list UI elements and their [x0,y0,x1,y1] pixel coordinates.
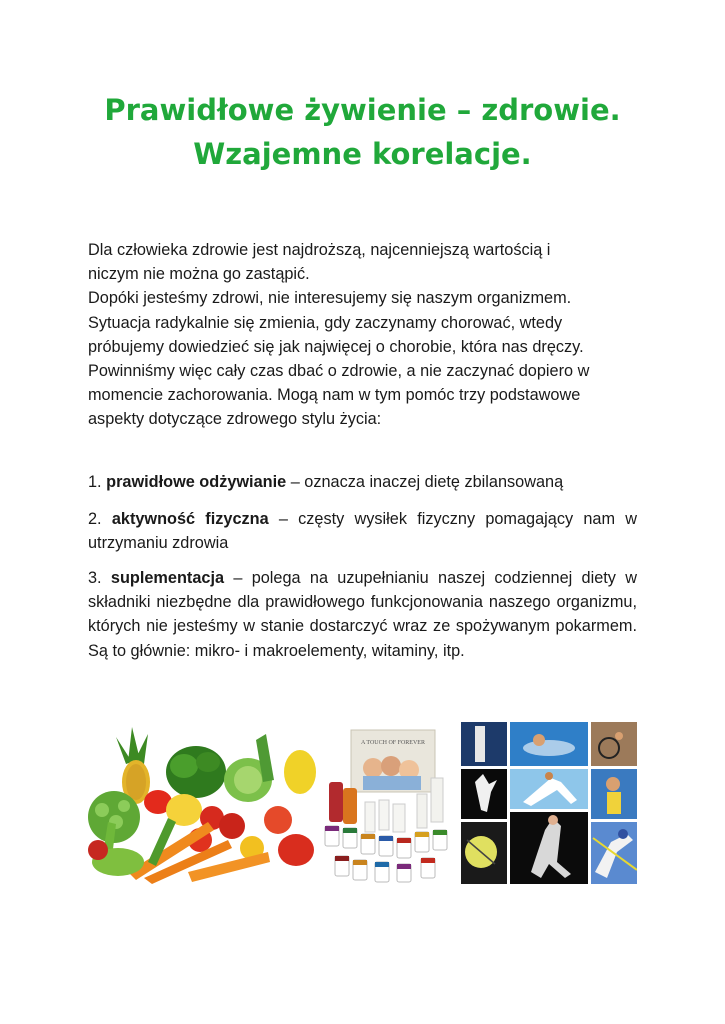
intro-line: Dopóki jesteśmy zdrowi, nie interesujemy się naszym organizmem. [88,289,572,308]
title-line-1: Prawidłowe żywienie – zdrowie. [104,93,621,127]
intro-line: Powinniśmy więc cały czas dbać o zdrowie, a nie zaczynać dopiero w [88,362,590,381]
intro-line: aspekty dotyczące zdrowego stylu życia: [88,410,382,429]
list-term: prawidłowe odżywianie [106,473,287,491]
list-description: – polega na uzupełnianiu naszej codziennej diety w składniki niezbędne dla prawidłowego funkcjonowania naszego organizmu, których nie jesteśmy w stanie dostarczyć wraz ze spożywanym pokarmem. Są to głównie: mikro- i makroelementy, witaminy, itp. [88,569,637,660]
intro-line: momencie zachorowania. Mogą nam w tym pomóc trzy podstawowe [88,386,581,405]
list-description: – częsty wysiłek fizyczny pomagający nam w utrzymaniu zdrowia [88,510,637,553]
list-number: 3. [88,569,102,587]
title-line-2: Wzajemne korelacje. [193,137,532,171]
supplements-illustration [321,722,456,884]
product-box-label: A TOUCH OF FOREVER [361,740,425,746]
list-item-3 [88,566,637,663]
intro-paragraph [88,238,648,432]
intro-line: Dla człowieka zdrowie jest najdroższą, najcenniejszą wartością i [88,241,551,259]
list-description: – oznacza inaczej dietę zbilansowaną [286,473,564,491]
vegetables-photo [88,722,316,884]
list-number: 2. [88,510,102,528]
intro-line: próbujemy dowiedzieć się jak najwięcej o chorobie, która nas dręczy. [88,337,584,356]
sports-collage-photo [461,722,637,884]
sports-collage-illustration [461,722,637,884]
list-term: aktywność fizyczna [111,510,269,528]
vegetables-illustration [88,722,316,884]
list-number: 1. [88,473,102,491]
intro-line: Sytuacja radykalnie się zmienia, gdy zaczynamy chorować, wtedy [88,313,563,332]
list-item-2 [88,507,637,555]
document-title [0,88,725,176]
list-term: suplementacja [110,569,225,587]
image-strip [88,722,637,884]
list-item-1 [88,470,637,494]
supplement-products-photo [321,722,456,884]
intro-line: niczym nie można go zastąpić. [88,265,310,284]
